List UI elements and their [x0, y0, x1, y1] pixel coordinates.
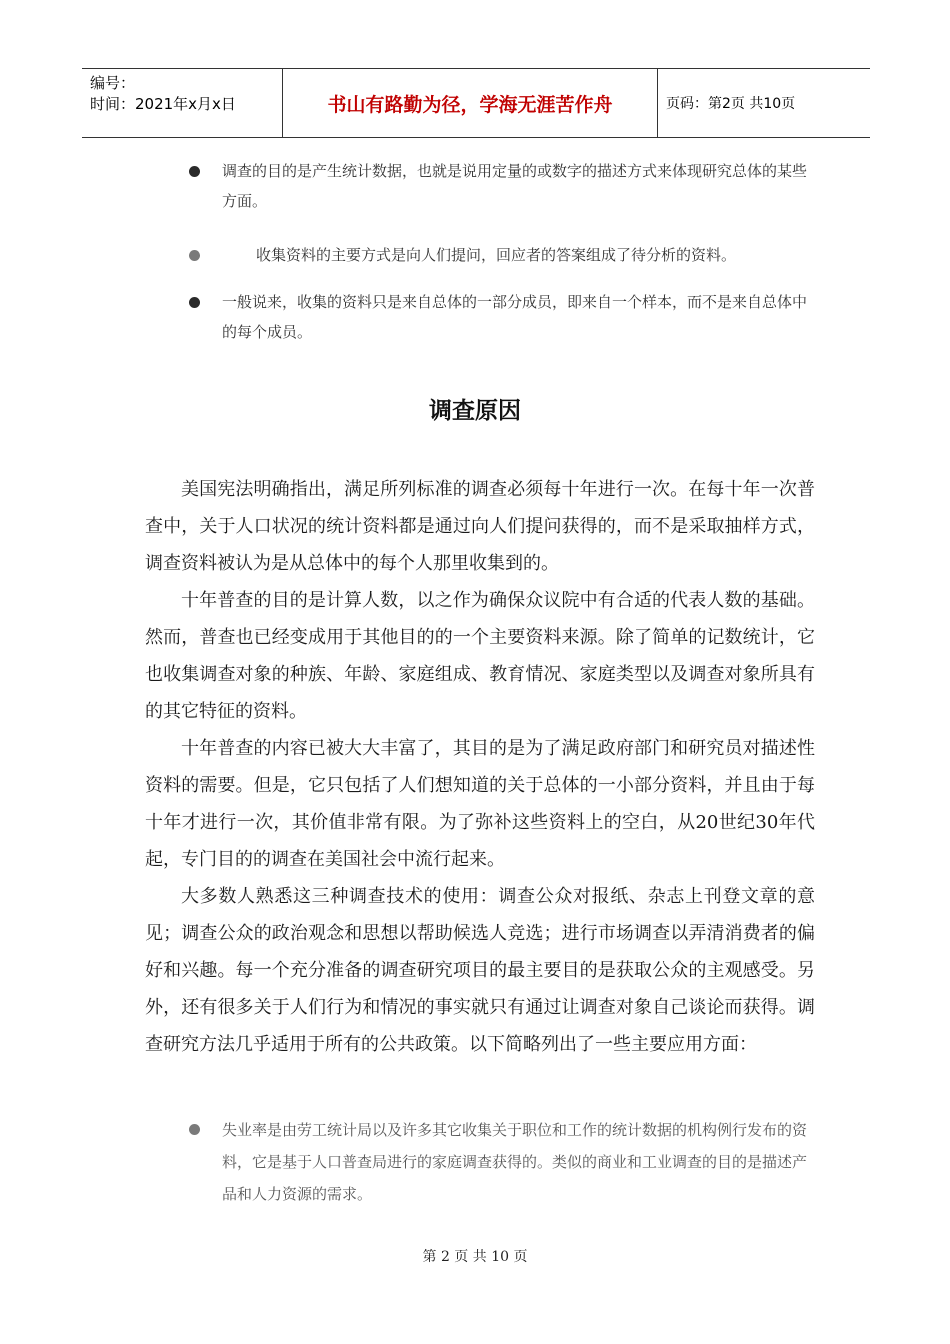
- paragraph-1: 美国宪法明确指出，满足所列标准的调查必须每十年进行一次。在每十年一次普查中，关于人口状况的统计资料都是通过向人们提问获得的，而不是采取抽样方式，调查资料被认为是从总体中的每个人那里收集到的。: [145, 479, 815, 574]
- header-meta: [82, 69, 282, 137]
- paragraph-4-text-3: 公众的政治观念和思想以帮助候选人竞选；进行市场调查以弄清消费者的偏好和兴趣。每一个充分准备的调查研究项目的最主要目的是获取公众的主观感受。另外，还有很多关于人们行为和情况的事实就只有通过让调查对象自己谈论而获得。调查研究方法几乎适用于所有的公共政策。以下简略列出了一些主要应用方面：: [145, 923, 816, 1055]
- header-motto: 书山有路勤为径，学海无涯苦作舟: [282, 69, 658, 137]
- document-date: 时间：2021年x月x日: [90, 95, 236, 113]
- bullet-text: 调查的目的是产生统计数据，也就是说用定量的或数字的描述方式来体现研究总体的某些方面。: [222, 162, 808, 210]
- page-header: [82, 68, 870, 138]
- paragraph-3: 十年普查的内容已被大大丰富了，其目的是为了满足政府部门和研究员对描述性资料的需要。但是，它只包括了人们想知道的关于总体的一小部分资料，并且由于每十年才进行一次，其价值非常有限。为了弥补这些资料上的空白，从20世纪30年代起，专门目的的调查在美国社会中流行起来。: [145, 738, 815, 870]
- paragraph-4: [145, 878, 815, 1063]
- paragraph-2: 十年普查的目的是计算人数，以之作为确保众议院中有合适的代表人数的基础。然而，普查也已经变成用于其他目的的一个主要资料来源。除了简单的记数统计，它也收集调查对象的种族、年龄、家庭组成、教育情况、家庭类型以及调查对象所具有的其它特征的资料。: [145, 590, 815, 722]
- page-footer: 第 2 页 共 10 页: [422, 1249, 528, 1265]
- keyword-survey: 调查: [181, 923, 218, 944]
- bullet-dot-icon: [189, 250, 200, 261]
- header-page-info: 页码：第2页 共10页: [666, 96, 796, 112]
- paragraph-4-text-2: 公众对报纸、杂志上刊登文章的意见；: [145, 886, 816, 944]
- bullet-dot-icon: [189, 1124, 200, 1135]
- bullet-text: 一般说来，收集的资料只是来自总体的一部分成员，即来自一个样本，而不是来自总体中的每个成员。: [222, 293, 808, 341]
- section-title: 调查原因: [429, 398, 521, 424]
- bullet-dot-icon: [189, 297, 200, 308]
- paragraph-4-text-1: 大多数人熟悉这三种调查技术的使用：: [181, 886, 499, 907]
- bullet-dot-icon: [189, 166, 200, 177]
- keyword-survey: 调查: [498, 886, 536, 907]
- document-number-label: 编号：: [90, 74, 136, 92]
- bullet-text: 收集资料的主要方式是向人们提问，回应者的答案组成了待分析的资料。: [256, 246, 737, 264]
- bullet-text: 失业率是由劳工统计局以及许多其它收集关于职位和工作的统计数据的机构例行发布的资料，它是基于人口普查局进行的家庭调查获得的。类似的商业和工业调查的目的是描述产品和人力资源的需求。: [222, 1121, 808, 1203]
